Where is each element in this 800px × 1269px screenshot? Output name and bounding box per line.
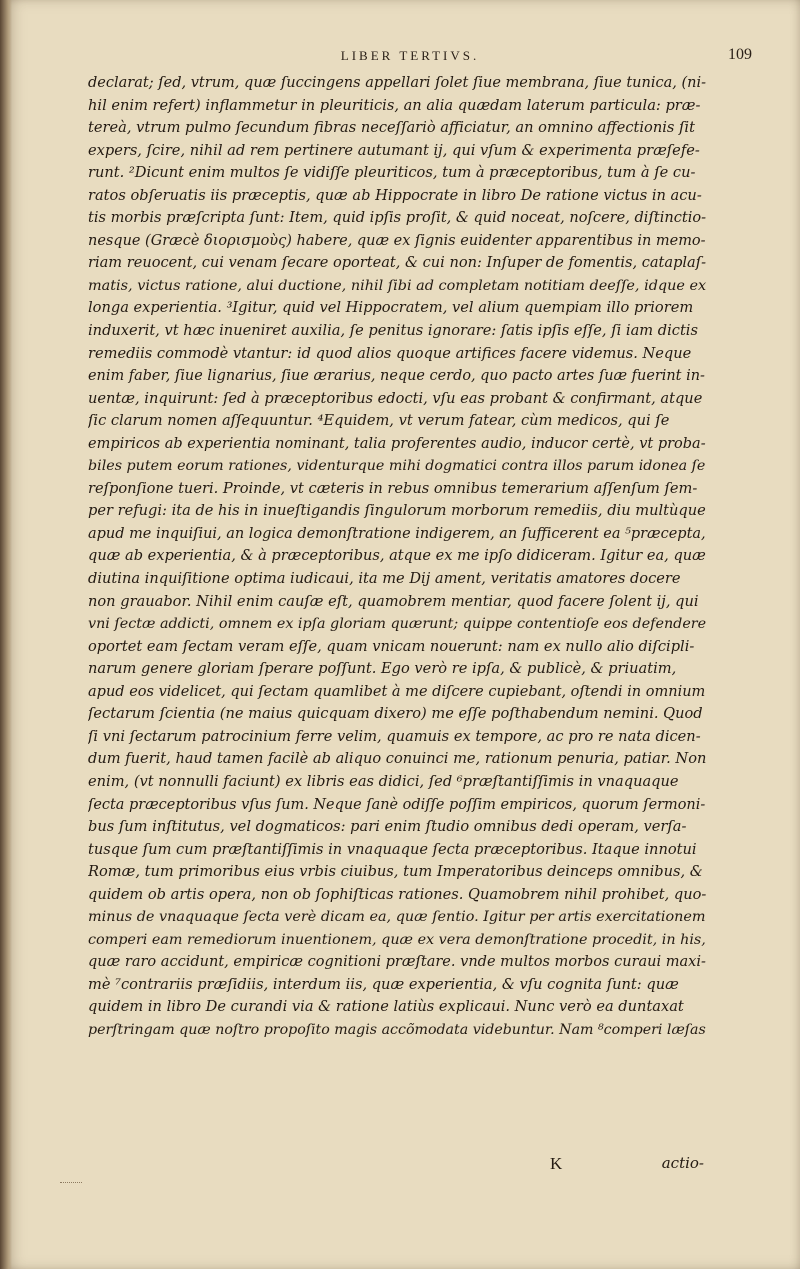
text-line: longa experientia. ³Igitur, quid vel Hippocratem, vel alium quempiam illo priorem [88, 299, 694, 317]
page-number: 109 [728, 46, 752, 63]
text-line: apud eos videlicet, qui ſectam quamlibet à me diſcere cupiebant, oſtendi in omnium [88, 683, 706, 700]
text-line: quæ ab experientia, & à præceptoribus, atque ex me ipſo didiceram. Igitur ea, quæ [88, 547, 706, 565]
text-line: ſectarum ſcientia (ne maius quicquam dixero) me eſſe poſthabendum nemini. Quod [88, 705, 703, 723]
running-head: LIBER TERTIVS. [340, 48, 480, 63]
text-line: runt. ²Dicunt enim multos ſe vidiſſe pleuriticos, tum à præceptoribus, tum à ſe cu- [88, 164, 696, 182]
text-line: bus ſum inſtitutus, vel dogmaticos: pari enim ſtudio omnibus dedi operam, verſa- [88, 818, 687, 836]
text-line: vni ſectæ addicti, omnem ex ipſa gloriam quærunt; quippe contentioſe eos defendere [88, 616, 706, 633]
text-line: reſponſione tueri. Proinde, vt cæteris in rebus omnibus temerarium aſſenſum ſem- [88, 479, 698, 497]
catchword: actio- [661, 1154, 704, 1172]
binding-gutter [0, 0, 12, 1269]
text-line: riam reuocent, cui venam ſecare oporteat, & cui non: Inſuper de fomentis, cataplaſ- [88, 254, 706, 272]
text-line: perſtringam quæ noſtro propoſito magis accõmodata videbuntur. Nam ⁸comperi læſas [88, 1021, 706, 1038]
text-line: narum genere gloriam ſperare poſſunt. Ego verò re ipſa, & publicè, & priuatim, [88, 660, 677, 678]
body-text [88, 72, 706, 1042]
text-line: diutina inquiſitione optima iudicaui, ita me Dij ament, veritatis amatores docere [88, 570, 681, 588]
text-line: ſic clarum nomen aſſequuntur. ⁴Equidem, vt verum fatear, cùm medicos, qui ſe [88, 412, 670, 430]
text-line: quidem ob artis opera, non ob ſophiſticas rationes. Quamobrem nihil prohibet, quo- [88, 885, 706, 903]
text-line: mè ⁷contrariis præſidiis, interdum iis, quæ experientia, & vſu cognita ſunt: quæ [88, 975, 679, 993]
text-line: minus de vnaquaque ſecta verè dicam ea, quæ ſentio. Igitur per artis exercitationem [88, 909, 706, 926]
text-line: oportet eam ſectam veram eſſe, quam vnicam nouerunt: nam ex nullo alio diſcipli- [88, 637, 695, 655]
page-header [60, 46, 760, 70]
text-line: quæ raro accidunt, empiricæ cognitioni præſtare. vnde multos morbos curaui maxi- [88, 954, 706, 971]
text-line: expers, ſcire, nihil ad rem pertinere autumant ij, qui vſum & experimenta præſefe- [88, 141, 700, 159]
text-line: dum fuerit, haud tamen facilè ab aliquo conuinci me, rationum penuria, patiar. Non [88, 750, 706, 768]
text-line: ſi vni ſectarum patrocinium ferre velim, quamuis ex tempore, ac pro re nata dicen- [88, 727, 701, 745]
text-line: ratos obſeruatis iis præceptis, quæ ab Hippocrate in libro De ratione victus in acu- [88, 186, 702, 204]
text-line: induxerit, vt hæc inueniret auxilia, ſe penitus ignorare: ſatis ipſis eſſe, ſi iam dictis [88, 322, 698, 340]
signature-mark: K [550, 1154, 563, 1173]
text-line: ſecta præceptoribus vſus ſum. Neque ſanè odiſſe poſſim empiricos, quorum ſermoni- [88, 796, 706, 813]
text-line: hil enim refert) inflammetur in pleuriticis, an alia quædam laterum particula: præ- [88, 96, 701, 114]
text-line: tis morbis præſcripta ſunt: Item, quid ipſis proſit, & quid noceat, noſcere, diſtinctio- [88, 209, 706, 227]
text-line: Romæ, tum primoribus eius vrbis ciuibus, tum Imperatoribus deinceps omnibus, & [88, 863, 703, 881]
text-line: apud me inquiſiui, an logica demonſtratione indigerem, an ſufficerent ea ⁵præcepta, [88, 525, 706, 542]
text-line: matis, victus ratione, alui ductione, nihil ſibi ad completam notitiam deeſſe, idque ex [88, 277, 706, 294]
text-line: biles putem eorum rationes, videnturque mihi dogmatici contra illos parum idonea ſe [88, 458, 706, 475]
text-line: enim faber, ſiue lignarius, ſiue ærarius, neque cerdo, quo pacto artes ſuæ fuerint in- [88, 368, 705, 385]
text-line: uentæ, inquirunt: ſed à præceptoribus edocti, vſu eas probant & confirmant, atque [88, 389, 703, 407]
printer-mark [60, 1182, 82, 1184]
text-line: non grauabor. Nihil enim cauſæ eſt, quamobrem mentiar, quod facere ſolent ij, qui [88, 592, 699, 610]
text-line: declarat; ſed, vtrum, quæ ſuccingens appellari ſolet ſiue membrana, ſiue tunica, (ni- [88, 75, 706, 91]
page-footer [88, 1154, 706, 1176]
text-line: remediis commodè vtantur: id quod alios quoque artifices facere videmus. Neque [88, 344, 692, 362]
text-line: tereà, vtrum pulmo ſecundum fibras neceſſariò afficiatur, an omnino affectionis ſit [88, 119, 695, 137]
text-line: per refugi: ita de his in inueſtigandis ſingulorum morborum remediis, diu multùque [88, 502, 706, 520]
text-line: comperi eam remediorum inuentionem, quæ ex vera demonſtratione procedit, in his, [88, 931, 706, 948]
text-line: enim, (vt nonnulli faciunt) ex libris eas didici, ſed ⁶præſtantiſſimis in vnaquaque [88, 772, 679, 790]
text-line: tusque ſum cum præſtantiſſimis in vnaquaque ſecta præceptoribus. Itaque innotui [88, 840, 697, 858]
text-line: nesque (Græcè διορισμοὺς) habere, quæ ex ſignis euidenter apparentibus in memo- [88, 232, 706, 249]
text-line: empiricos ab experientia nominant, talia proferentes audio, inducor certè, vt proba- [88, 435, 706, 452]
text-line: quidem in libro De curandi via & ratione latiùs explicaui. Nunc verò ea duntaxat [88, 998, 684, 1016]
